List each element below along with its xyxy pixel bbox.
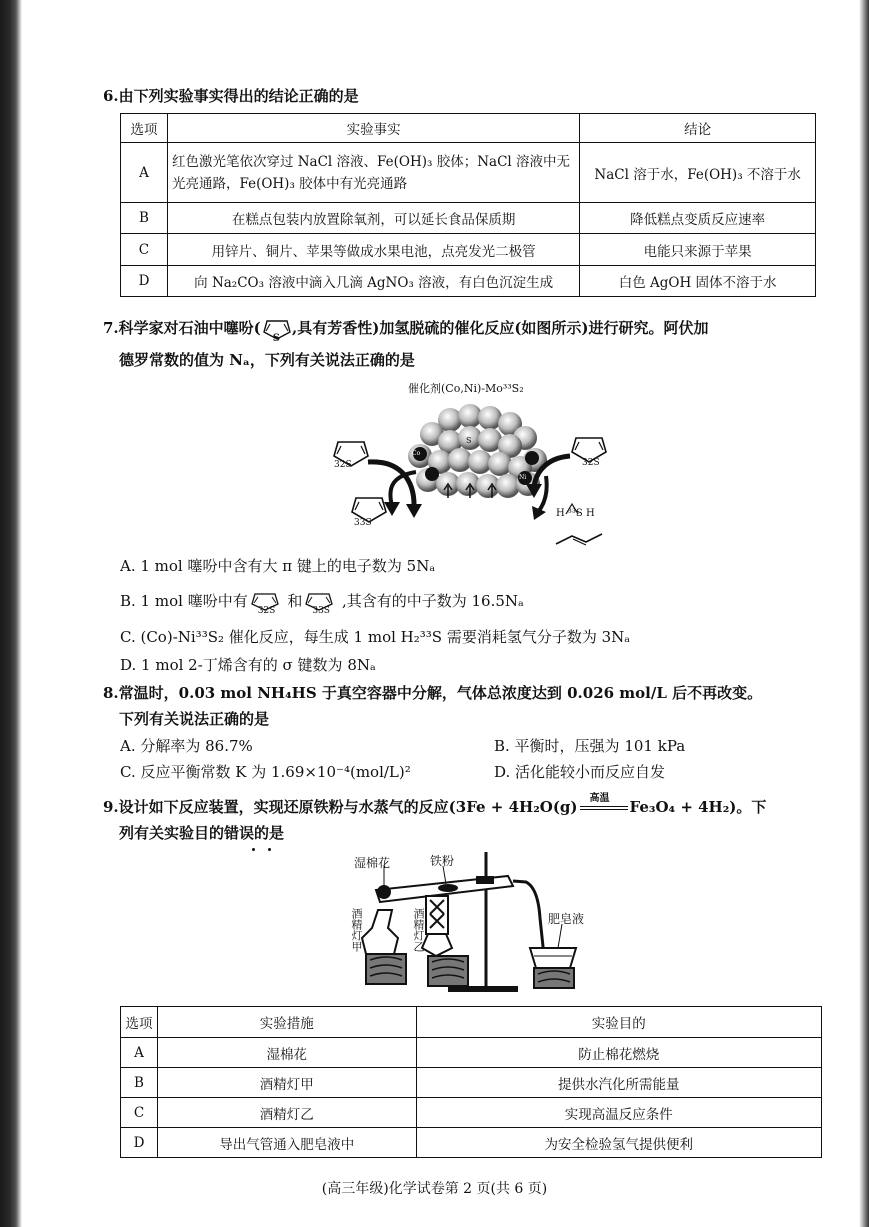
q9-header-option: 选项 [121,1007,158,1038]
q7-stem-part-b: ,具有芳香性)加氢脱硫的催化反应(如图所示)进行研究。阿伏加 [292,319,709,337]
label-ni: Ni [519,474,527,481]
q7-option-b-part-b: ,其含有的中子数为 16.5Nₐ [341,592,524,610]
q7-option-b-and: 和 [287,592,303,610]
q9-row-measure: 导出气管通入肥皂液中 [157,1128,416,1158]
q6-row-option: C [121,234,168,266]
q6-table [120,113,816,297]
label-co: Co [412,450,421,457]
q6-row-fact: 用锌片、铜片、苹果等做成水果电池，点亮发光二极管 [167,234,579,266]
q9-row-measure: 酒精灯乙 [157,1098,416,1128]
q9-table-header [121,1007,822,1038]
q9-stem-part-b: Fe₃O₄ + 4H₂)。下 [629,798,767,816]
q8-option-a: A. 分解率为 86.7% [120,737,253,755]
q7-stem-line1 [103,317,709,344]
q9-stem-part-a: 9.设计如下反应装置，实现还原铁粉与水蒸气的反应(3Fe + 4H₂O(g) [103,798,578,816]
table-row [121,143,816,203]
table-row [121,234,816,266]
q6-header-conclusion: 结论 [580,114,816,143]
q9-row-purpose: 实现高温反应条件 [416,1098,821,1128]
q9-row-purpose: 防止棉花燃烧 [416,1038,821,1068]
q9-row-purpose: 为安全检验氢气提供便利 [416,1128,821,1158]
q6-row-fact: 向 Na₂CO₃ 溶液中滴入几滴 AgNO₃ 溶液，有白色沉淀生成 [167,266,579,297]
q9-header-measure: 实验措施 [157,1007,416,1038]
label-s32-right: 32S [582,458,600,468]
q7-stem-part-a: 7.科学家对石油中噻吩( [103,319,261,337]
label-lamp-b: 酒精灯乙 [412,908,425,952]
q8-option-b: B. 平衡时，压强为 101 kPa [494,737,686,755]
q6-header-fact: 实验事实 [167,114,579,143]
q9-header-purpose: 实验目的 [416,1007,821,1038]
scan-shadow-right [859,0,869,1227]
q9-row-measure: 湿棉花 [157,1038,416,1068]
q7-option-b [120,591,524,614]
label-soap-solution: 肥皂液 [548,912,585,926]
q9-row-option: C [121,1098,158,1128]
emphasis-dot [252,848,255,851]
page-footer: (高三年级)化学试卷第 2 页(共 6 页) [321,1181,548,1197]
table-row [121,1128,822,1158]
q8-option-c: C. 反应平衡常数 K 为 1.69×10⁻⁴(mol/L)² [120,763,411,781]
q6-table-header [121,114,816,143]
table-row [121,1068,822,1098]
q9-row-purpose: 提供水汽化所需能量 [416,1068,821,1098]
q9-row-option: B [121,1068,158,1098]
q6-row-option: D [121,266,168,297]
q8-option-d: D. 活化能较小而反应自发 [494,763,666,781]
q8-stem-line2: 下列有关说法正确的是 [119,710,270,728]
q7-stem-sulfur: S [272,333,280,344]
q9-stem-line1 [103,793,767,817]
label-cluster-s: S [466,436,472,445]
q9-row-measure: 酒精灯甲 [157,1068,416,1098]
q7-option-a: A. 1 mol 噻吩中含有大 π 键上的电子数为 5Nₐ [120,557,436,575]
scan-shadow-left [0,0,22,1227]
catalyst-label: 催化剂(Co,Ni)-Mo³³S₂ [408,382,524,395]
q6-row-conclusion: 电能只来源于苹果 [580,234,816,266]
label-iron-powder: 铁粉 [430,854,455,868]
q9-row-option: D [121,1128,158,1158]
q6-header-option: 选项 [121,114,168,143]
table-row [121,203,816,234]
q8-stem-line1: 8.常温时，0.03 mol NH₄HS 于真空容器中分解，气体总浓度达到 0.026 mol/L 后不再改变。 [103,684,763,702]
q7-stem-line2: 德罗常数的值为 Nₐ，下列有关说法正确的是 [119,351,415,369]
q9-table [120,1006,822,1158]
label-s32-left: 32S [334,460,352,470]
q6-row-conclusion: 降低糕点变质反应速率 [580,203,816,234]
reaction-arrow [578,793,630,815]
label-lamp-a: 酒精灯甲 [350,908,363,952]
q6-row-fact: 红色激光笔依次穿过 NaCl 溶液、Fe(OH)₃ 胶体；NaCl 溶液中无光亮通路，Fe(OH)₃ 胶体中有光亮通路 [167,143,579,203]
q6-row-option: B [121,203,168,234]
q6-row-conclusion: 白色 AgOH 固体不溶于水 [580,266,816,297]
arrow-condition-label: 高温 [589,793,610,804]
q6-row-option: A [121,143,168,203]
q6-row-conclusion: NaCl 溶于水，Fe(OH)₃ 不溶于水 [580,143,816,203]
q9-apparatus-figure [348,848,598,998]
emphasis-dot [268,848,271,851]
q7-option-b-s33: 33S [312,606,330,616]
q9-row-option: A [121,1038,158,1068]
q7-option-c: C. (Co)-Ni³³S₂ 催化反应，每生成 1 mol H₂³³S 需要消耗氢气分子数为 3Nₐ [120,628,631,646]
q7-option-b-part-a: B. 1 mol 噻吩中有 [120,592,248,610]
q7-option-d: D. 1 mol 2-丁烯含有的 σ 键数为 8Nₐ [120,656,376,674]
q9-stem-line2: 列有关实验目的错误的是 [119,824,285,842]
table-row [121,1098,822,1128]
label-s33-left: 33S [354,518,372,528]
q7-catalysis-figure [320,380,640,548]
table-row [121,266,816,297]
q6-row-fact: 在糕点包装内放置除氧剂，可以延长食品保质期 [167,203,579,234]
q6-stem: 6.由下列实验事实得出的结论正确的是 [103,87,359,105]
table-row [121,1038,822,1068]
q7-option-b-s32: 32S [257,606,276,616]
label-h2s: H ³³S H [556,508,595,519]
label-wet-cotton: 湿棉花 [354,856,391,870]
